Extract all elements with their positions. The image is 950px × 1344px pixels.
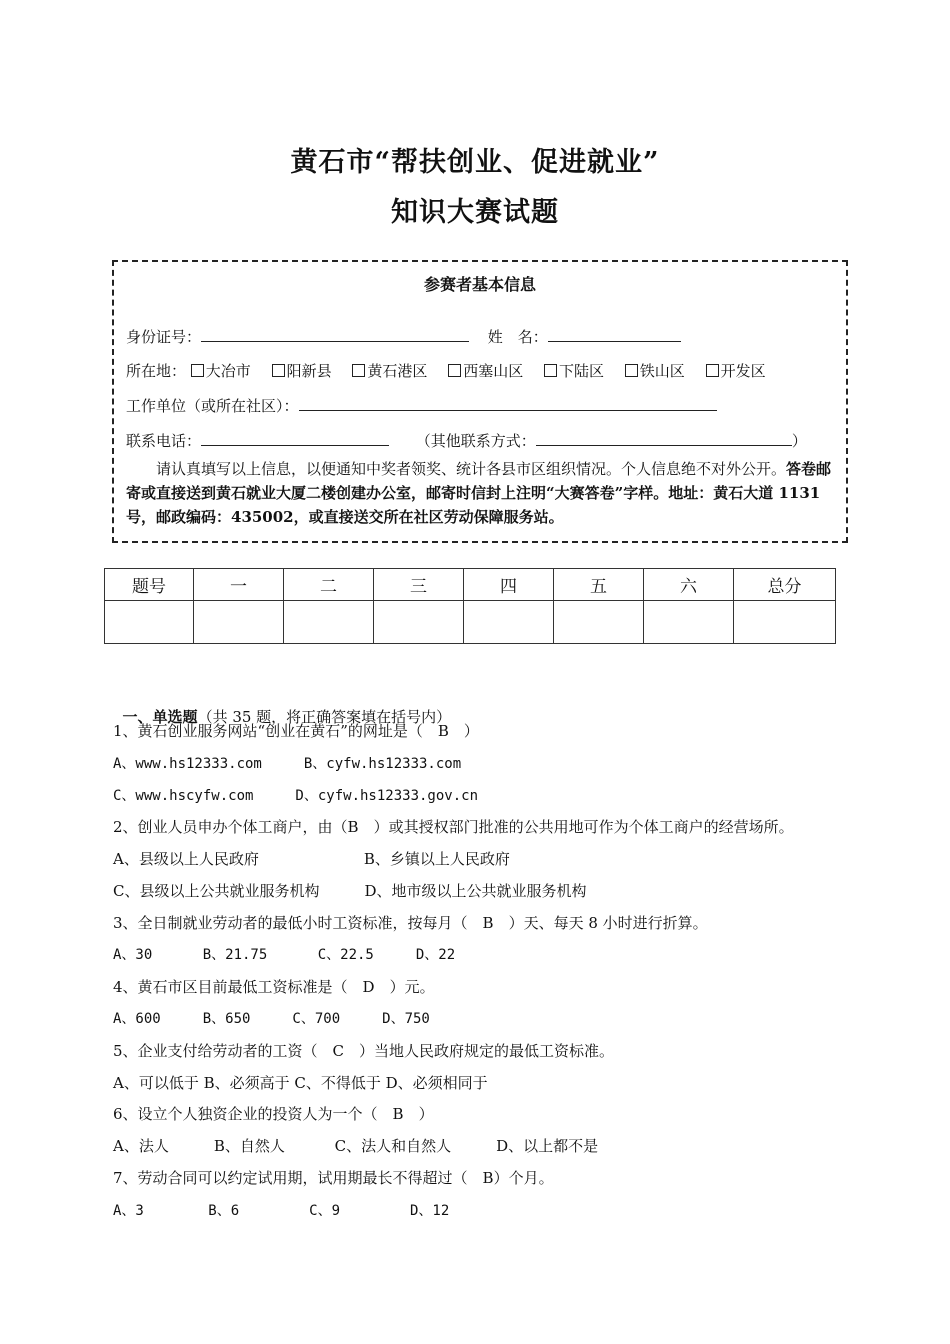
contact-row — [126, 430, 807, 451]
checkbox[interactable] — [544, 364, 557, 377]
question-5: 5、企业支付给劳动者的工资（ C ）当地人民政府规定的最低工资标准。 — [113, 1042, 615, 1060]
question-7: 7、劳动合同可以约定试用期，试用期最长不得超过（ B）个月。 — [113, 1169, 554, 1187]
score-header-cell: 总分 — [734, 569, 836, 601]
checkbox[interactable] — [448, 364, 461, 377]
options-2b: C、县级以上公共就业服务机构 D、地市级以上公共就业服务机构 — [113, 882, 587, 900]
checkbox[interactable] — [352, 364, 365, 377]
work-unit-field[interactable] — [299, 396, 717, 411]
score-header-cell: 题号 — [105, 569, 194, 601]
info-note — [126, 457, 838, 529]
page-subtitle: 知识大赛试题 — [391, 197, 559, 228]
options-1b: C、www.hscyfw.com D、cyfw.hs12333.gov.cn — [113, 788, 479, 804]
checkbox[interactable] — [272, 364, 285, 377]
score-header-cell: 四 — [464, 569, 554, 601]
score-cell[interactable] — [554, 601, 644, 644]
score-cell[interactable] — [284, 601, 374, 644]
name-field[interactable] — [548, 327, 681, 342]
location-option[interactable]: 铁山区 — [625, 360, 685, 381]
score-cell[interactable] — [734, 601, 836, 644]
location-option[interactable]: 西塞山区 — [448, 360, 523, 381]
question-3: 3、全日制就业劳动者的最低小时工资标准，按每月（ B ）天、每天 8 小时进行折算。 — [113, 914, 708, 932]
section-desc: （共 35 题，将正确答案填在括号内） — [197, 708, 452, 726]
score-header-cell: 二 — [284, 569, 374, 601]
checkbox[interactable] — [191, 364, 204, 377]
score-header-cell: 六 — [644, 569, 734, 601]
phone-label: 联系电话： — [126, 432, 202, 450]
score-cell[interactable] — [374, 601, 464, 644]
checkbox[interactable] — [706, 364, 719, 377]
other-contact-close: ） — [791, 432, 807, 450]
score-cell[interactable] — [464, 601, 554, 644]
score-header-cell: 三 — [374, 569, 464, 601]
work-row — [126, 395, 717, 416]
question-6: 6、设立个人独资企业的投资人为一个（ B ） — [113, 1105, 434, 1123]
id-name-row — [126, 326, 681, 347]
score-value-row — [105, 601, 836, 644]
options-5: A、可以低于 B、必须高于 C、不得低于 D、必须相同于 — [113, 1074, 488, 1092]
section-title: 一、单选题 — [122, 708, 198, 726]
location-option[interactable]: 大冶市 — [191, 360, 251, 381]
location-label: 所在地： — [126, 362, 187, 380]
options-7: A、3 B、6 C、9 D、12 — [113, 1203, 450, 1219]
note-bold-text: 答卷邮寄或直接送到黄石就业大厦二楼创建办公室，邮寄时信封上注明“大赛答卷”字样。地址：黄石大道 1131 号，邮政编码：435002，或直接送交所在社区劳动保障服务站。 — [126, 460, 832, 526]
question-2: 2、创业人员申办个体工商户，由（B ）或其授权部门批准的公共用地可作为个体工商户的经营场所。 — [113, 818, 794, 836]
note-text: 请认真填写以上信息，以便通知中奖者领奖、统计各县市区组织情况。个人信息绝不对外公开。 — [156, 460, 787, 478]
location-option[interactable]: 黄石港区 — [352, 360, 427, 381]
location-option[interactable]: 阳新县 — [272, 360, 332, 381]
score-header-row — [105, 569, 836, 601]
name-label: 姓 名： — [487, 328, 548, 346]
location-option[interactable]: 开发区 — [706, 360, 766, 381]
score-cell[interactable] — [194, 601, 284, 644]
id-label: 身份证号： — [126, 328, 202, 346]
question-4: 4、黄石市区目前最低工资标准是（ D ）元。 — [113, 978, 435, 996]
options-4: A、600 B、650 C、700 D、750 — [113, 1011, 430, 1027]
id-number-field[interactable] — [201, 327, 469, 342]
other-contact-label: （其他联系方式： — [415, 432, 536, 450]
info-heading: 参赛者基本信息 — [423, 275, 536, 294]
checkbox[interactable] — [625, 364, 638, 377]
options-2a: A、县级以上人民政府 B、乡镇以上人民政府 — [113, 850, 510, 868]
options-6: A、法人 B、自然人 C、法人和自然人 D、以上都不是 — [113, 1137, 599, 1155]
options-1a: A、www.hs12333.com B、cyfw.hs12333.com — [113, 756, 462, 772]
score-table — [104, 568, 836, 644]
options-3: A、30 B、21.75 C、22.5 D、22 — [113, 947, 456, 963]
score-cell[interactable] — [644, 601, 734, 644]
page-title: 黄石市“帮扶创业、促进就业” — [290, 147, 660, 178]
score-header-cell: 五 — [554, 569, 644, 601]
location-option[interactable]: 下陆区 — [544, 360, 604, 381]
question-1: 1、黄石创业服务网站“创业在黄石”的网址是（ B ） — [113, 722, 479, 740]
participant-info-box — [112, 260, 848, 543]
phone-field[interactable] — [201, 431, 389, 446]
work-label: 工作单位（或所在社区）： — [126, 397, 299, 415]
score-header-cell: 一 — [194, 569, 284, 601]
other-contact-field[interactable] — [536, 431, 792, 446]
score-cell[interactable] — [105, 601, 194, 644]
location-row — [126, 360, 782, 381]
